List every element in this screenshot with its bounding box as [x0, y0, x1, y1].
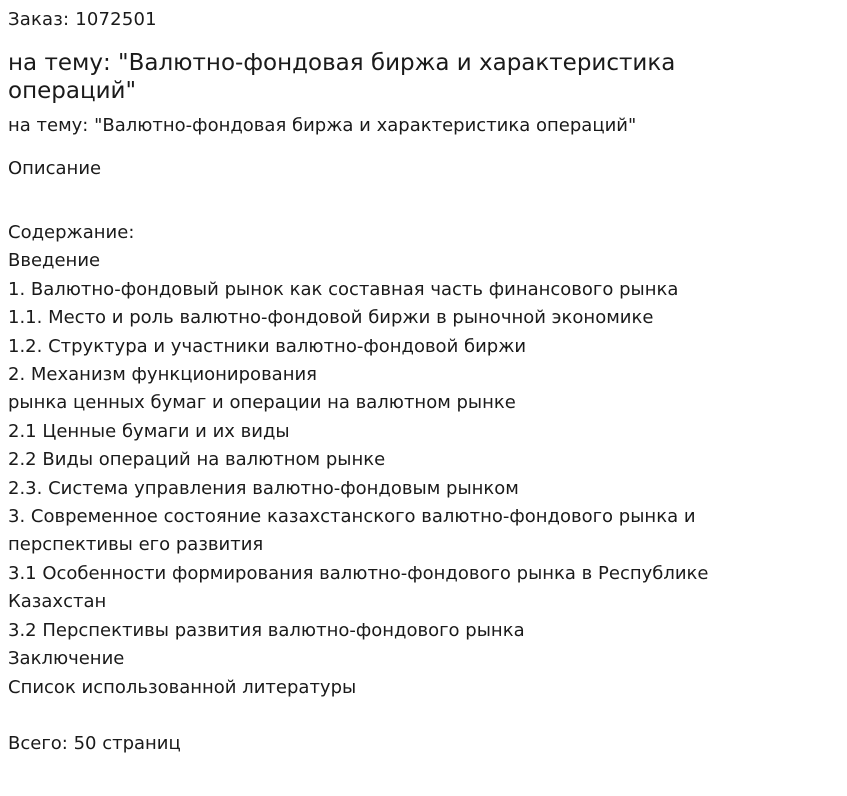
table-of-contents [8, 219, 828, 702]
order-number: Заказ: 1072501 [8, 9, 157, 30]
contents-item-3: 3. Современное состояние казахстанского валютно-фондового рынка и перспективы его развития [8, 506, 696, 556]
contents-item-3-2: 3.2 Перспективы развития валютно-фондового рынка [8, 619, 525, 641]
contents-item-3-1: 3.1 Особенности формирования валютно-фондового рынка в Республике Казахстан [8, 562, 709, 613]
contents-item-1-1: 1.1. Место и роль валютно-фондовой биржи в рыночной экономике [8, 307, 654, 329]
description-label: Описание [8, 158, 102, 179]
contents-item-1: 1. Валютно-фондовый рынок как составная часть финансового рынка [8, 278, 679, 300]
contents-heading: Содержание: [8, 222, 135, 243]
contents-item-2-3: 2.3. Система управления валютно-фондовым рынком [8, 477, 519, 499]
contents-item-2-1: 2.1 Ценные бумаги и их виды [8, 420, 290, 442]
page-count: Всего: 50 страниц [8, 732, 181, 754]
contents-item-intro: Введение [8, 250, 101, 272]
contents-item-references: Список использованной литературы [8, 676, 357, 698]
contents-item-2-2: 2.2 Виды операций на валютном рынке [8, 449, 386, 471]
document-page [8, 8, 828, 756]
page-subtitle: на тему: "Валютно-фондовая биржа и характеристика операций" [8, 115, 637, 136]
contents-item-2: 2. Механизм функционирования [8, 364, 318, 386]
contents-item-2-continued: рынка ценных бумаг и операции на валютном рынке [8, 392, 516, 414]
contents-item-1-2: 1.2. Структура и участники валютно-фондовой биржи [8, 335, 527, 357]
page-title: на тему: "Валютно-фондовая биржа и характеристика операций" [8, 50, 676, 104]
contents-item-conclusion: Заключение [8, 648, 125, 670]
